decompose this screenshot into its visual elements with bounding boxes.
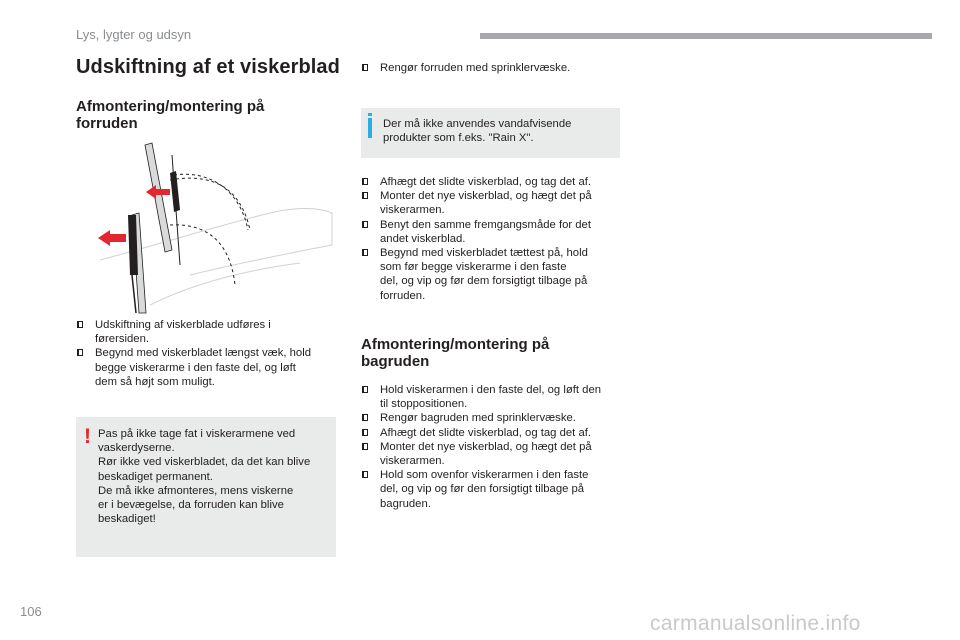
info-box: [361, 108, 620, 158]
rear-heading-line: Afmontering/montering på: [361, 336, 550, 353]
sweep-guide: [175, 174, 253, 245]
step-line: bagruden.: [380, 497, 431, 510]
step-line: viskerarmen.: [380, 455, 445, 468]
header-bar: [480, 33, 932, 39]
lower-arrow-icon: [98, 230, 126, 246]
step-line: Rengør bagruden med sprinklervæske.: [380, 412, 576, 425]
warning-line: vaskerdyserne.: [98, 442, 175, 455]
step-line: Begynd med viskerbladet længst væk, hold: [95, 347, 312, 360]
list-item: [361, 411, 623, 425]
step-line: Afhægt det slidte viskerblad, og tag det af.: [380, 426, 592, 439]
warning-text: [98, 427, 334, 526]
sweep-guide: [185, 173, 262, 247]
step-line: Hold som ovenfor viskerarmen i den faste: [380, 469, 589, 482]
page-title: Udskiftning af et viskerblad: [76, 56, 340, 78]
list-item: [361, 426, 623, 440]
rear-heading-line: bagruden: [361, 353, 430, 370]
list-item: [361, 383, 623, 411]
front-cont-step-top: [361, 61, 623, 75]
warning-line: Pas på ikke tage fat i viskerarmene ved: [98, 428, 296, 440]
page-number: 106: [20, 604, 42, 619]
list-item: [361, 246, 623, 303]
step-line: forruden.: [380, 289, 426, 302]
info-icon: [368, 118, 372, 138]
info-line: Der må ikke anvendes vandafvisende: [383, 118, 572, 130]
watermark: carmanualsonline.info: [650, 612, 861, 635]
info-text: [383, 117, 618, 145]
step-line: Rengør forruden med sprinklervæske.: [380, 62, 571, 74]
info-line: produkter som f.eks. "Rain X".: [383, 132, 534, 145]
front-steps: [76, 318, 338, 389]
step-line: Afhægt det slidte viskerblad, og tag det af.: [380, 176, 592, 188]
step-line: Monter det nye viskerblad, og hægt det på: [380, 440, 592, 453]
step-line: Benyt den samme fremgangsmåde for det: [380, 218, 591, 231]
step-line: til stoppositionen.: [380, 398, 468, 411]
wiper-blade-removal-illustration: [90, 135, 340, 315]
step-line: del, og vip og før den forsigtigt tilbage på: [380, 483, 585, 496]
list-item: [76, 346, 338, 389]
rear-steps: [361, 383, 623, 511]
sweep-guide: [174, 172, 248, 245]
warning-line: Rør ikke ved viskerbladet, da det kan blive: [98, 456, 311, 469]
warning-box: [76, 417, 336, 557]
step-line: som før begge viskerarme i den faste: [380, 261, 567, 274]
warning-line: beskadiget!: [98, 513, 156, 526]
step-line: del, og vip og før dem forsigtigt tilbage på: [380, 275, 588, 288]
list-item: [361, 468, 623, 511]
list-item: [76, 318, 338, 346]
front-heading-line: Afmontering/montering på: [76, 98, 265, 115]
step-line: begge viskerarme i den faste del, og løft: [95, 361, 296, 374]
warning-line: beskadiget permanent.: [98, 470, 213, 483]
front-heading: [76, 98, 264, 132]
list-item: [361, 189, 623, 217]
rear-heading: [361, 336, 549, 370]
step-line: Udskiftning af viskerblade udføres i: [95, 319, 271, 331]
upper-wiper-blade: [145, 143, 172, 252]
lower-wiper-rod: [132, 275, 136, 313]
section-header: Lys, lygter og udsyn: [76, 27, 192, 42]
step-line: Monter det nye viskerblad, og hægt det på: [380, 190, 592, 203]
step-line: andet viskerblad.: [380, 232, 466, 245]
list-item: [361, 218, 623, 246]
step-line: dem så højt som muligt.: [95, 375, 215, 388]
warning-line: De må ikke afmonteres, mens viskerne: [98, 484, 294, 497]
front-cont-steps: [361, 175, 623, 303]
windshield-lower-edge: [150, 263, 300, 305]
step-line: Hold viskerarmen i den faste del, og løft den: [380, 384, 602, 396]
front-heading-line: forruden: [76, 115, 138, 132]
warning-line: er i bevægelse, da forruden kan blive: [98, 499, 284, 512]
list-item: [361, 440, 623, 468]
warning-icon: !: [84, 425, 91, 448]
step-line: viskerarmen.: [380, 204, 445, 217]
step-line: Begynd med viskerbladet tættest på, hold: [380, 247, 588, 260]
list-item: [361, 61, 623, 75]
step-line: førersiden.: [95, 333, 149, 346]
list-item: [361, 175, 623, 189]
